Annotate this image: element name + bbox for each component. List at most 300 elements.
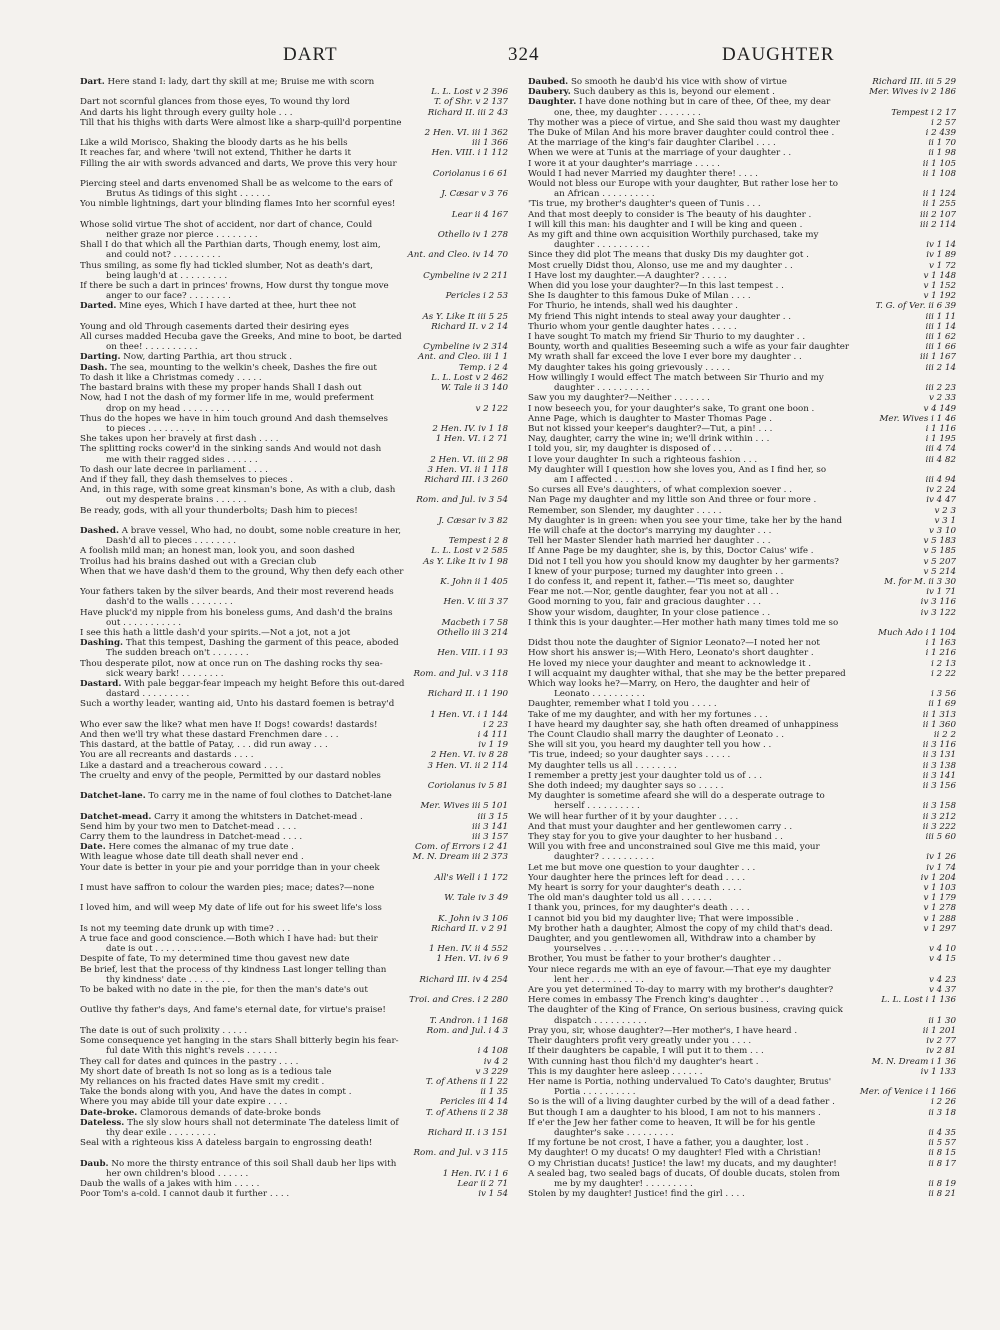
entry-text	[528, 944, 925, 954]
concordance-entry	[80, 87, 508, 97]
concordance-entry	[528, 536, 956, 546]
entry-text	[80, 771, 504, 781]
entry-reference: 3 Hen. VI. ii 2 114	[427, 760, 508, 771]
entry-quotation: 'Tis true, indeed; so your daughter says . . . . .	[528, 750, 731, 761]
entry-text	[80, 1077, 422, 1087]
entry-headword: Date.	[80, 842, 106, 853]
entry-headword: Daub.	[80, 1158, 109, 1169]
concordance-entry	[528, 750, 956, 760]
entry-text	[528, 924, 919, 934]
concordance-entry	[80, 597, 508, 607]
entry-quotation: My heart is sorry for your daughter's death . . . .	[528, 883, 742, 894]
entry-quotation: me by my daughter! . . . . . . . . .	[554, 1178, 693, 1189]
entry-reference: i 2 22	[931, 668, 956, 679]
entry-quotation: Anne Page, which is daughter to Master Thomas Page .	[528, 413, 772, 424]
entry-reference: iii 4 94	[925, 474, 956, 485]
entry-quotation: With pale beggar-fear impeach my height Before this out-dared	[121, 678, 405, 689]
entry-text	[80, 393, 504, 403]
entry-quotation: The cruelty and envy of the people, Permitted by our dastard nobles	[80, 770, 381, 781]
entry-text	[528, 352, 916, 362]
entry-reference: Mer. Wives iv 2 186	[869, 87, 956, 98]
entry-reference: v 3 10	[928, 525, 956, 536]
entry-reference: ii 3 158	[922, 801, 956, 812]
concordance-entry	[528, 148, 956, 158]
entry-quotation: Her name is Portia, nothing undervalued To Cato's daughter, Brutus'	[528, 1076, 832, 1087]
entry-quotation: I told you, sir, my daughter is disposed of . . . .	[528, 444, 733, 455]
concordance-entry	[528, 485, 956, 495]
entry-text	[528, 169, 919, 179]
entry-reference: T. Andron. i 1 168	[429, 1015, 508, 1026]
entry-text	[80, 628, 433, 638]
entry-reference: W. Tale iv 3 49	[444, 893, 508, 904]
concordance-entry	[528, 118, 956, 128]
concordance-entry	[80, 536, 508, 546]
entry-text	[528, 536, 919, 546]
entry-quotation: The old man's daughter told us all . . . . . .	[528, 893, 712, 904]
concordance-entry	[80, 444, 508, 454]
entry-reference: L. L. Lost v 2 462	[431, 372, 508, 383]
entry-quotation: me with their ragged sides . . . . . .	[106, 454, 258, 465]
concordance-entry	[80, 965, 508, 975]
entry-quotation: Have pluck'd my nipple from his boneless gums, And dash'd the brains	[80, 607, 393, 618]
concordance-entry	[80, 1169, 508, 1179]
entry-text	[80, 699, 504, 709]
concordance-entry	[528, 699, 956, 709]
concordance-entry	[80, 842, 508, 852]
concordance-entry	[528, 342, 956, 352]
entry-text	[80, 404, 471, 414]
concordance-entry	[80, 506, 508, 516]
entry-text	[528, 638, 922, 648]
entry-reference: 3 Hen. VI. ii 1 118	[427, 464, 508, 475]
entry-quotation: Which way looks he?—Marry, on Hero, the daughter and heir of	[528, 678, 810, 689]
concordance-entry	[80, 1108, 508, 1118]
entry-quotation: I wore it at your daughter's marriage . . . . .	[528, 158, 720, 169]
entry-text	[528, 475, 922, 485]
concordance-entry	[80, 1159, 508, 1169]
entry-text	[80, 1128, 424, 1138]
entry-reference: i 3 56	[931, 689, 956, 700]
entry-reference: iii 3 157	[472, 832, 508, 843]
entry-text	[528, 1026, 919, 1036]
entry-reference: Much Ado i 1 104	[878, 627, 956, 638]
entry-text	[80, 975, 415, 985]
entry-quotation: Clamorous demands of date-broke bonds	[137, 1107, 321, 1118]
entry-text	[80, 118, 504, 128]
concordance-entry	[528, 373, 956, 383]
entry-reference: iii 1 14	[925, 321, 956, 332]
concordance-entry	[80, 1189, 508, 1199]
entry-quotation: sick weary bark! . . . . . . . .	[106, 668, 224, 679]
concordance-entry	[80, 261, 508, 271]
entry-reference: v 5 214	[923, 566, 956, 577]
entry-quotation: A foolish mild man; an honest man, look you, and soon dashed	[80, 546, 355, 557]
entry-reference: i 1 116	[925, 423, 956, 434]
concordance-entry	[528, 1097, 956, 1107]
entry-reference: iv 1 14	[926, 240, 956, 251]
concordance-entry	[528, 393, 956, 403]
entry-quotation: I remember a pretty jest your daughter told us of . . .	[528, 770, 763, 781]
concordance-entry	[80, 465, 508, 475]
entry-quotation: Most cruelly Didst thou, Alonso, use me and my daughter . .	[528, 260, 793, 271]
entry-quotation: Your daughter here the princes left for dead . . . .	[528, 872, 746, 883]
entry-reference: Troi. and Cres. i 2 280	[409, 995, 508, 1006]
entry-quotation: Brutus As tidings of this sight . . . . . .	[106, 189, 271, 200]
entry-quotation: With league whose date till death shall never end .	[80, 852, 304, 863]
entry-text	[528, 1108, 924, 1118]
entry-quotation: Send him by your two men to Datchet-mead . . . .	[80, 821, 297, 832]
entry-quotation: To dash it like a Christmas comedy . . . . .	[80, 372, 262, 383]
entry-text	[528, 1148, 924, 1158]
entry-quotation: She Is daughter to this famous Duke of Milan . . . .	[528, 291, 751, 302]
entry-text	[80, 1138, 504, 1148]
entry-reference: iv 1 71	[926, 587, 956, 598]
entry-quotation: 'Tis true, my brother's daughter's queen of Tunis . . .	[528, 199, 761, 210]
entry-reference: K. John ii 1 405	[440, 576, 508, 587]
entry-headword: Dashing.	[80, 638, 124, 649]
entry-reference: As Y. Like It iv 1 98	[423, 556, 508, 567]
entry-reference: Richard II. v 2 91	[431, 923, 508, 934]
entry-reference: v 2 122	[475, 403, 508, 414]
concordance-entry	[528, 557, 956, 567]
concordance-entry	[80, 740, 508, 750]
concordance-entry	[80, 587, 508, 597]
entry-headword: Dashed.	[80, 525, 119, 536]
entry-quotation: I loved him, and will weep My date of life out for his sweet life's loss	[80, 903, 382, 914]
entry-reference: ii 3 156	[922, 781, 956, 792]
concordance-entry	[80, 118, 508, 128]
concordance-entry	[80, 77, 508, 87]
concordance-entry	[80, 1138, 508, 1148]
concordance-entry	[80, 679, 508, 689]
entry-reference: v 1 103	[923, 883, 956, 894]
entry-text	[528, 465, 952, 475]
entry-reference: iv 1 54	[478, 1189, 508, 1200]
entry-reference: v 3 1	[934, 515, 956, 526]
entry-reference: ii 1 70	[928, 138, 956, 149]
entry-reference: L. L. Lost v 2 585	[431, 546, 508, 557]
entry-headword: Date-broke.	[80, 1107, 138, 1118]
entry-text	[80, 1179, 453, 1189]
entry-reference: v 1 192	[923, 291, 956, 302]
entry-quotation: It reaches far, and where 'twill not extend, Thither he darts it	[80, 148, 351, 159]
entry-text	[528, 159, 919, 169]
entry-reference: iv 3 122	[920, 607, 956, 618]
entry-text	[80, 495, 412, 505]
concordance-entry	[528, 1159, 956, 1169]
entry-reference: K. John iv 3 106	[438, 913, 508, 924]
entry-text	[80, 597, 439, 607]
entry-text	[528, 832, 922, 842]
concordance-entry	[80, 97, 508, 107]
concordance-entry	[80, 138, 508, 148]
concordance-entry	[528, 1148, 956, 1158]
entry-quotation: Daub the walls of a jakes with him . . . . .	[80, 1178, 260, 1189]
entry-text	[80, 506, 504, 516]
entry-text	[80, 1108, 422, 1118]
concordance-entry	[528, 240, 956, 250]
concordance-entry	[80, 720, 508, 730]
entry-reference: ii 3 116	[922, 740, 956, 751]
entry-reference: Pericles i 2 53	[445, 291, 508, 302]
concordance-entry	[80, 1097, 508, 1107]
concordance-entry	[528, 424, 956, 434]
concordance-entry	[80, 985, 508, 995]
entry-text	[528, 669, 927, 679]
entry-reference: L. L. Lost i 1 136	[881, 995, 956, 1006]
concordance-entry	[528, 434, 956, 444]
concordance-entry	[528, 965, 956, 975]
entry-reference: iv 1 26	[926, 852, 956, 863]
entry-text	[528, 1097, 927, 1107]
entry-quotation: A sealed bag, two sealed bags of ducats, Of double ducats, stolen from	[528, 1168, 840, 1179]
entry-quotation: So curses all Eve's daughters, of what complexion soever . .	[528, 485, 792, 496]
entry-headword: Darted.	[80, 301, 117, 312]
entry-text	[528, 404, 919, 414]
entry-text	[80, 822, 468, 832]
concordance-entry	[80, 475, 508, 485]
entry-quotation: I see this hath a little dash'd your spirits.—Not a jot, not a jot	[80, 627, 351, 638]
entry-quotation: And then we'll try what these dastard Frenchmen dare . . .	[80, 730, 339, 740]
entry-reference: ii 1 69	[928, 699, 956, 710]
entry-headword: Datchet-mead.	[80, 811, 152, 822]
concordance-entry	[80, 363, 508, 373]
entry-quotation: She will sit you, you heard my daughter tell you how . .	[528, 740, 772, 751]
concordance-entry	[80, 863, 508, 873]
entry-reference: iv 2 24	[926, 485, 956, 496]
entry-text	[80, 271, 419, 281]
entry-text	[528, 434, 922, 444]
entry-text	[528, 1046, 922, 1056]
entry-quotation: If e'er the Jew her father come to heaven, It will be for his gentle	[528, 1117, 816, 1128]
entry-quotation: As my gift and thine own acquisition Worthily purchased, take my	[528, 230, 819, 241]
concordance-entry	[528, 1016, 956, 1026]
concordance-entry	[80, 791, 508, 801]
concordance-entry	[528, 97, 956, 107]
concordance-entry	[80, 852, 508, 862]
entry-reference: v 1 152	[923, 281, 956, 292]
entry-text	[528, 1118, 952, 1128]
concordance-entry	[528, 77, 956, 87]
entry-reference: i 2 13	[931, 658, 956, 669]
entry-text	[528, 506, 931, 516]
entry-reference: Ant. and Cleo. iv 14 70	[407, 250, 508, 261]
entry-text	[528, 332, 922, 342]
entry-reference: i 1 216	[925, 648, 956, 659]
entry-reference: ii 2 2	[933, 730, 956, 740]
entry-text	[528, 893, 919, 903]
entry-quotation: daughter? . . . . . . . . . .	[554, 852, 655, 863]
entry-reference: v 5 185	[923, 546, 956, 557]
concordance-entry	[528, 291, 956, 301]
concordance-entry	[80, 159, 508, 169]
entry-quotation: on thee! . . . . . . . . . .	[106, 342, 198, 353]
entry-text	[80, 669, 409, 679]
concordance-entry	[528, 577, 956, 587]
concordance-entry	[528, 1169, 956, 1179]
entry-reference: 1 Hen. VI. iv 6 9	[436, 954, 508, 965]
entry-quotation: And, in this rage, with some great kinsman's bone, As with a club, dash	[80, 485, 396, 496]
concordance-entry	[528, 781, 956, 791]
entry-headword: Darting.	[80, 352, 121, 363]
concordance-entry	[528, 873, 956, 883]
entry-text	[528, 301, 872, 311]
entry-quotation: Take of me my daughter, and with her my fortunes . . .	[528, 709, 768, 720]
entry-text	[528, 1138, 924, 1148]
concordance-entry	[528, 1087, 956, 1097]
entry-quotation: neither graze nor pierce . . . . . . . .	[106, 230, 258, 241]
entry-quotation: thy kindness' date . . . . . . . .	[106, 974, 231, 985]
concordance-entry	[80, 250, 508, 260]
concordance-entry	[528, 832, 956, 842]
entry-reference: v 5 183	[923, 536, 956, 547]
concordance-entry	[528, 710, 956, 720]
entry-reference: ii 3 18	[928, 1107, 956, 1118]
entry-text	[80, 965, 504, 975]
entry-text	[80, 424, 428, 434]
entry-quotation: Here comes in embassy The French king's daughter . .	[528, 995, 769, 1006]
entry-text	[528, 1179, 924, 1189]
entry-text	[528, 699, 924, 709]
entry-quotation: Here stand I: lady, dart thy skill at me; Bruise me with scorn	[104, 77, 375, 87]
entry-reference: 2 Hen. VI. iii 1 362	[424, 128, 508, 139]
entry-text	[528, 791, 952, 801]
entry-quotation: Let me but move one question to your daughter . . .	[528, 862, 756, 873]
entry-reference: ii 3 131	[922, 750, 956, 761]
entry-quotation: But not kissed your keeper's daughter?—Tut, a pin! . . .	[528, 423, 773, 434]
entry-quotation: her own children's blood . . . . . .	[106, 1168, 249, 1179]
concordance-entry	[528, 261, 956, 271]
entry-text	[528, 250, 922, 260]
concordance-entry	[80, 210, 508, 220]
entry-reference: iii 2 114	[920, 219, 956, 230]
entry-reference: v 2 3	[934, 505, 956, 516]
entry-text	[80, 97, 430, 107]
entry-text	[80, 903, 504, 913]
entry-quotation: thy dear exile . . . . . . . . .	[106, 1127, 216, 1138]
entry-quotation: Thus do the hopes we have in him touch ground And dash themselves	[80, 413, 389, 424]
entry-reference: ii 3 138	[922, 760, 956, 771]
entry-reference: v 4 37	[928, 985, 956, 996]
entry-quotation: No more the thirsty entrance of this soil Shall daub her lips with	[108, 1158, 397, 1169]
entry-quotation: My daughter tells us all . . . . . . . .	[528, 760, 677, 771]
entry-quotation: Daughter, and you gentlewomen all, Withdraw into a chamber by	[528, 934, 816, 945]
concordance-entry	[80, 342, 508, 352]
entry-quotation: Are you yet determined To-day to marry with my brother's daughter?	[528, 985, 834, 996]
entry-reference: v 3 229	[475, 1066, 508, 1077]
concordance-entry	[80, 383, 508, 393]
concordance-entry	[80, 1057, 508, 1067]
concordance-entry	[80, 179, 508, 189]
entry-reference: v 5 207	[923, 556, 956, 567]
entry-text	[528, 587, 922, 597]
concordance-entry	[80, 485, 508, 495]
entry-reference: iii 2 23	[925, 383, 956, 394]
entry-quotation: Saw you my daughter?—Neither . . . . . . .	[528, 393, 710, 404]
entry-text	[80, 761, 423, 771]
concordance-entry	[528, 740, 956, 750]
entry-reference: iii 1 62	[925, 332, 956, 343]
entry-reference: iii 2 14	[925, 362, 956, 373]
entry-quotation: daughter's sake . . . . . . . . .	[554, 1127, 674, 1138]
concordance-entry	[528, 761, 956, 771]
entry-quotation: Tell her Master Slender hath married her daughter . . .	[528, 536, 771, 547]
entry-reference: v 1 288	[923, 913, 956, 924]
concordance-entry	[528, 934, 956, 944]
entry-reference: i 1 195	[925, 434, 956, 445]
entry-headword: Dateless.	[80, 1117, 125, 1128]
concordance-entry	[528, 363, 956, 373]
entry-text	[80, 526, 504, 536]
concordance-entry	[528, 1036, 956, 1046]
concordance-entry	[80, 1005, 508, 1015]
entry-reference: v 2 33	[928, 393, 956, 404]
entry-reference: iii 1 66	[925, 342, 956, 353]
entry-quotation: Did not I tell you how you should know my daughter by her garments?	[528, 556, 839, 567]
entry-reference: Richard II. i 1 190	[427, 689, 508, 700]
concordance-entry	[528, 87, 956, 97]
entry-text	[80, 108, 424, 118]
entry-quotation: Carry them to the laundress in Datchet-mead . . . .	[80, 832, 303, 843]
entry-quotation: Your fathers taken by the silver beards, And their most reverend heads	[80, 587, 394, 598]
entry-reference: Richard II. v 2 14	[431, 321, 508, 332]
entry-reference: ii 8 21	[928, 1189, 956, 1200]
entry-reference: Ant. and Cleo. iii 1 1	[417, 352, 508, 363]
entry-text	[80, 1046, 474, 1056]
concordance-entry	[80, 240, 508, 250]
entry-text	[80, 199, 504, 209]
entry-quotation: I do confess it, and repent it, father.—'Tis meet so, daughter	[528, 576, 794, 587]
right-headword: DAUGHTER	[722, 44, 835, 65]
concordance-entry	[80, 148, 508, 158]
entry-quotation: date is out . . . . . . . . .	[106, 944, 203, 955]
concordance-entry	[80, 628, 508, 638]
concordance-entry	[80, 822, 508, 832]
entry-quotation: My friend This night intends to steal away your daughter . .	[528, 311, 792, 322]
entry-quotation: To dash our late decree in parliament . . . .	[80, 464, 268, 475]
concordance-entry	[528, 628, 956, 638]
entry-quotation: Their daughters profit very greatly under you . . . .	[528, 1036, 752, 1047]
entry-quotation: My reliances on his fracted dates Have smit my credit .	[80, 1076, 325, 1087]
concordance-entry	[528, 954, 956, 964]
entry-reference: iii 2 107	[920, 209, 956, 220]
entry-text	[80, 281, 504, 291]
concordance-entry	[528, 312, 956, 322]
entry-text	[528, 965, 952, 975]
concordance-entry	[80, 281, 508, 291]
entry-reference: T. of Athens ii 2 38	[425, 1107, 508, 1118]
entry-quotation: I will kill this man: his daughter and I will be king and queen .	[528, 219, 803, 230]
entry-reference: Macbeth i 7 58	[441, 617, 508, 628]
entry-text	[528, 567, 919, 577]
entry-reference: All's Well i 1 172	[434, 872, 508, 883]
entry-quotation: The date is out of such prolixity . . . . .	[80, 1025, 248, 1036]
entry-quotation: Leonato . . . . . . . . . .	[554, 689, 645, 700]
entry-text	[80, 546, 427, 556]
entry-reference: v 1 148	[923, 270, 956, 281]
entry-reference: T. G. of Ver. ii 6 39	[875, 301, 956, 312]
entry-text	[528, 740, 919, 750]
concordance-entry	[80, 873, 508, 883]
concordance-entry	[528, 199, 956, 209]
concordance-entry	[80, 373, 508, 383]
entry-text	[80, 322, 427, 332]
entry-text	[80, 363, 455, 373]
entry-reference: Mer. Wives i 1 46	[879, 413, 956, 424]
entry-quotation: to pieces . . . . . . . . .	[106, 423, 196, 434]
concordance-entry	[80, 189, 508, 199]
entry-reference: Coriolanus iv 5 81	[427, 781, 508, 792]
